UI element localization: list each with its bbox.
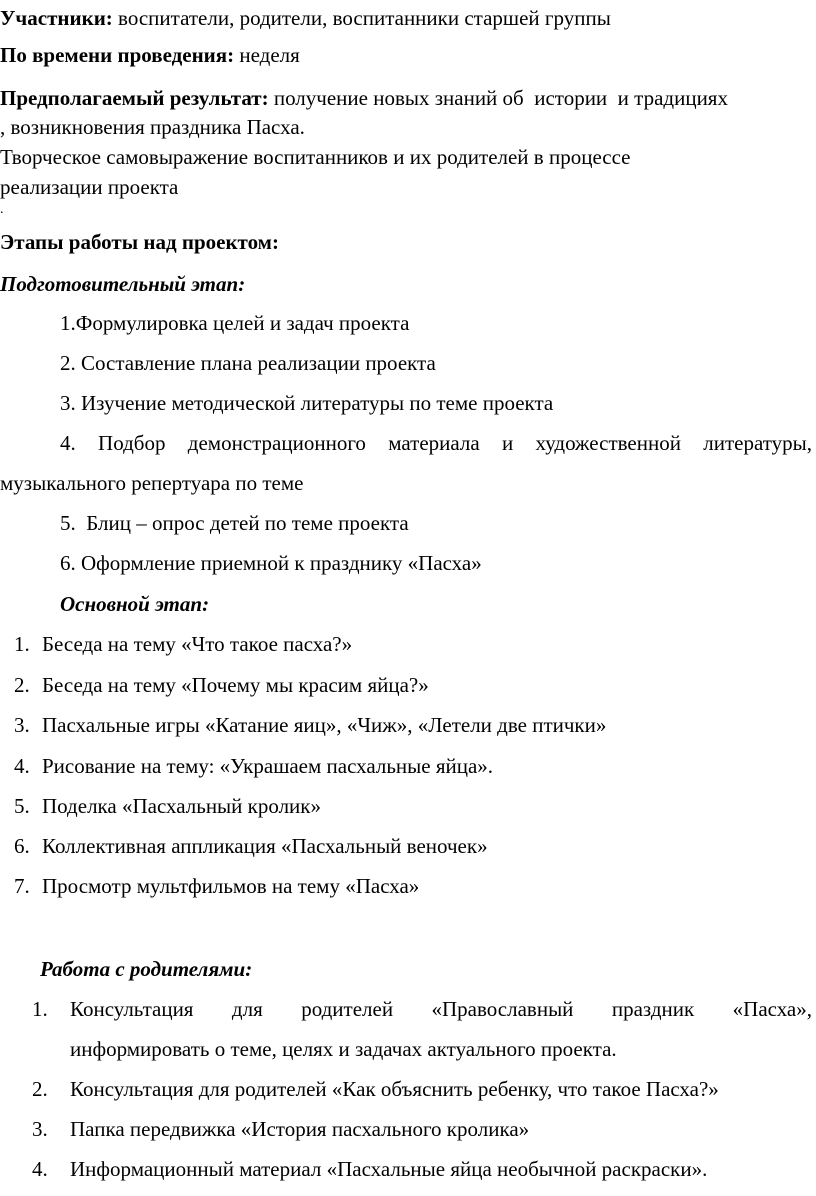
prep-item-3: 3. Изучение методической литературы по теме проекта [60,391,554,415]
participants-line [0,8,611,29]
prep-stage-title: Подготовительный этап: [0,272,246,296]
prep-item-4: 4. Подбор демонстрационного материала и художественной литературы, [60,431,812,455]
list-number: 1. [14,632,30,656]
prep-item-1: 1.Формулировка целей и задач проекта [60,311,410,335]
stages-title: Этапы работы над проектом: [0,230,279,254]
result-label: Предполагаемый результат: [0,86,269,110]
prep-item-4-cont: музыкального репертуара по теме [0,471,304,495]
list-text: Беседа на тему «Почему мы красим яйца?» [42,673,429,697]
list-number: 5. [14,794,30,818]
list-text: Беседа на тему «Что такое пасха?» [42,632,353,656]
list-number: 3. [32,1117,48,1141]
list-text: Рисование на тему: «Украшаем пасхальные яйца». [42,754,494,778]
prep-item-6: 6. Оформление приемной к празднику «Пасха» [60,551,482,575]
list-number: 7. [14,874,30,898]
list-number: 4. [14,754,30,778]
duration-line [0,45,300,66]
duration-label: По времени проведения: [0,43,235,67]
main-stage-title: Основной этап: [60,592,210,616]
list-text-cont: информировать о теме, целях и задачах актуального проекта. [70,1037,617,1061]
list-number: 4. [32,1157,48,1181]
list-number: 2. [14,673,30,697]
result-dot: . [0,202,4,217]
duration-text: неделя [239,43,300,67]
list-text: Поделка «Пасхальный кролик» [42,794,321,818]
list-number: 1. [32,997,48,1021]
list-text: Пасхальные игры «Катание яиц», «Чиж», «Летели две птички» [42,713,607,737]
prep-item-2: 2. Составление плана реализации проекта [60,351,436,375]
list-text: Коллективная аппликация «Пасхальный веночек» [42,834,488,858]
result-text-4: реализации проекта [0,175,179,199]
list-text: Консультация для родителей «Как объяснить ребенку, что такое Пасха?» [70,1077,719,1101]
prep-item-5: 5. Блиц – опрос детей по теме проекта [60,511,409,535]
list-number: 3. [14,713,30,737]
list-number: 6. [14,834,30,858]
result-text-2: , возникновения праздника Пасха. [0,115,305,139]
list-text: Информационный материал «Пасхальные яйца необычной раскраски». [70,1157,708,1181]
result-line-1 [0,88,728,109]
result-text-3: Творческое самовыражение воспитанников и их родителей в процессе [0,145,631,169]
result-text-1: получение новых знаний об истории и традициях [273,86,728,110]
list-number: 2. [32,1077,48,1101]
participants-text: воспитатели, родители, воспитанники старшей группы [118,6,611,30]
participants-label: Участники: [0,6,113,30]
parents-work-title: Работа с родителями: [40,957,253,981]
list-text: Просмотр мультфильмов на тему «Пасха» [42,874,420,898]
list-text: Консультация для родителей «Православный праздник «Пасха», [70,997,812,1021]
list-text: Папка передвижка «История пасхального кролика» [70,1117,530,1141]
